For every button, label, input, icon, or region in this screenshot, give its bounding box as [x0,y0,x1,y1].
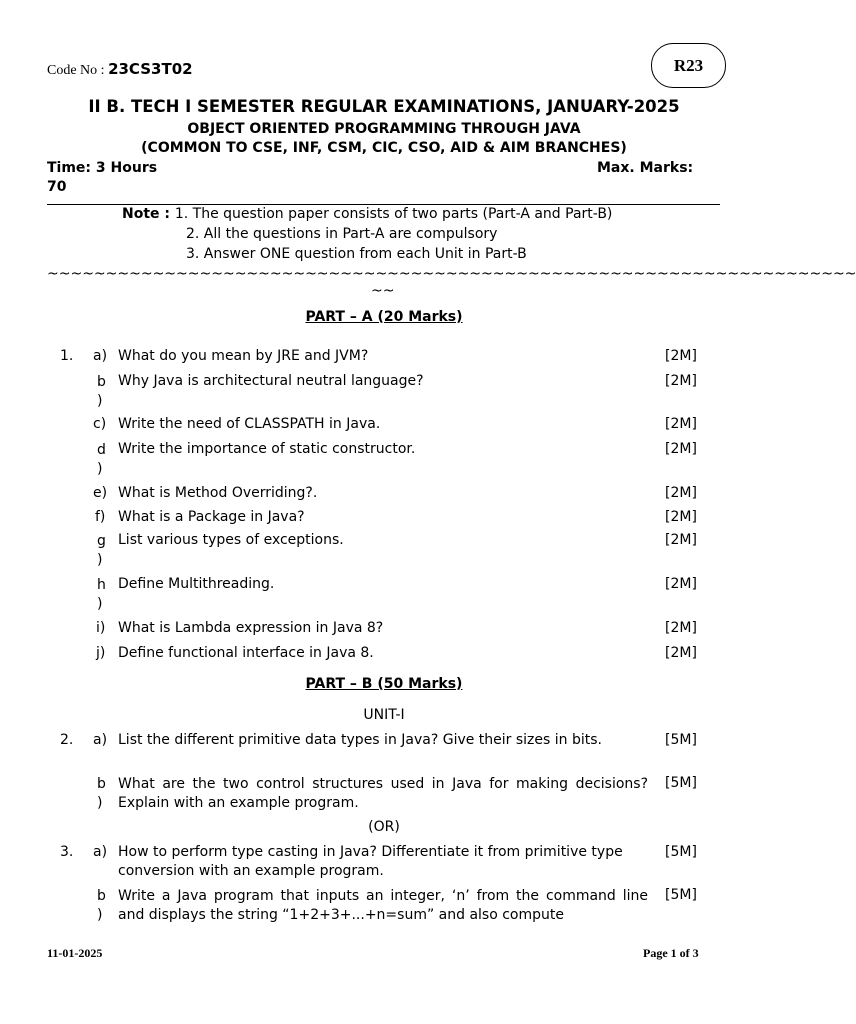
regulation-badge: R23 [651,43,726,88]
marks: [2M] [665,532,697,548]
sub-label: i) [96,620,106,636]
max-marks-label: Max. Marks: [597,160,694,176]
marks: [2M] [665,620,697,636]
footer-page-number: Page 1 of 3 [643,946,699,960]
question-text: List various types of exceptions. [118,532,344,548]
tilde-separator: ~~~~~~~~~~~~~~~~~~~~~~~~~~~~~~~~~~~~~~~~~~~~~~~~~~~~~~~~~~~~~~~~~~~~~ [47,266,856,282]
header-divider [47,204,720,205]
question-text: What is Method Overriding?. [118,485,318,501]
question-text: What are the two control structures used in Java for making decisions? Explain with an example program. [118,776,648,811]
sub-label: h ) [97,577,106,612]
marks: [2M] [665,645,697,661]
question-text: Define functional interface in Java 8. [118,645,374,661]
unit-heading: UNIT-I [363,707,405,723]
question-text: Why Java is architectural neutral language? [118,373,424,389]
sub-label: a) [93,844,108,860]
sub-label: c) [93,416,107,432]
code-value: 23CS3T02 [108,60,193,78]
part-b-heading: PART – B (50 Marks) [305,676,463,692]
marks: [5M] [665,732,697,748]
marks: [2M] [665,373,697,389]
marks: [2M] [665,348,697,364]
tilde-separator-tail: ~~ [371,283,395,299]
marks: [5M] [665,844,697,860]
sub-label: b ) [97,776,106,811]
sub-label: b ) [97,888,106,923]
question-text: Define Multithreading. [118,576,275,592]
question-text: Write a Java program that inputs an integer, ‘n’ from the command line and displays the string “1+2+3+...+n=sum” and also compute [118,888,648,923]
sub-label: d ) [97,442,106,477]
sub-label: a) [93,348,108,364]
question-text: What is Lambda expression in Java 8? [118,620,384,636]
marks: [2M] [665,416,697,432]
max-marks-value: 70 [47,179,67,195]
question-text: What do you mean by JRE and JVM? [118,348,369,364]
marks: [2M] [665,485,697,501]
note-line-1: Note : 1. The question paper consists of two parts (Part-A and Part-B) [122,206,613,222]
question-text: Write the importance of static constructor. [118,441,416,457]
question-text: What is a Package in Java? [118,509,305,525]
marks: [2M] [665,441,697,457]
sub-label: f) [95,509,106,525]
part-a-heading: PART – A (20 Marks) [305,309,463,325]
marks: [2M] [665,576,697,592]
note-line-3: 3. Answer ONE question from each Unit in Part-B [186,246,527,262]
sub-label: a) [93,732,108,748]
question-number: 3. [60,844,74,860]
time-label: Time: 3 Hours [47,160,158,176]
sub-label: g ) [97,533,106,568]
note-label: Note : [122,206,175,222]
sub-label: b ) [97,374,106,409]
branches-line: (COMMON TO CSE, INF, CSM, CIC, CSO, AID & AIM BRANCHES) [141,140,627,156]
question-text: Write the need of CLASSPATH in Java. [118,416,381,432]
question-text: List the different primitive data types in Java? Give their sizes in bits. [118,732,602,748]
marks: [5M] [665,887,697,903]
question-text: How to perform type casting in Java? Differentiate it from primitive type conversion with an example program. [118,844,623,879]
code-label: Code No : [47,63,109,78]
or-separator: (OR) [368,819,400,835]
marks: [2M] [665,509,697,525]
footer-date: 11-01-2025 [47,946,103,960]
code-number [47,60,193,79]
exam-title: II B. TECH I SEMESTER REGULAR EXAMINATIONS, JANUARY-2025 [88,97,680,116]
marks: [5M] [665,775,697,791]
sub-label: e) [93,485,108,501]
note-line-2: 2. All the questions in Part-A are compulsory [186,226,498,242]
sub-label: j) [96,645,106,661]
question-number: 2. [60,732,74,748]
subject-title: OBJECT ORIENTED PROGRAMMING THROUGH JAVA [187,121,581,137]
question-number: 1. [60,348,74,364]
